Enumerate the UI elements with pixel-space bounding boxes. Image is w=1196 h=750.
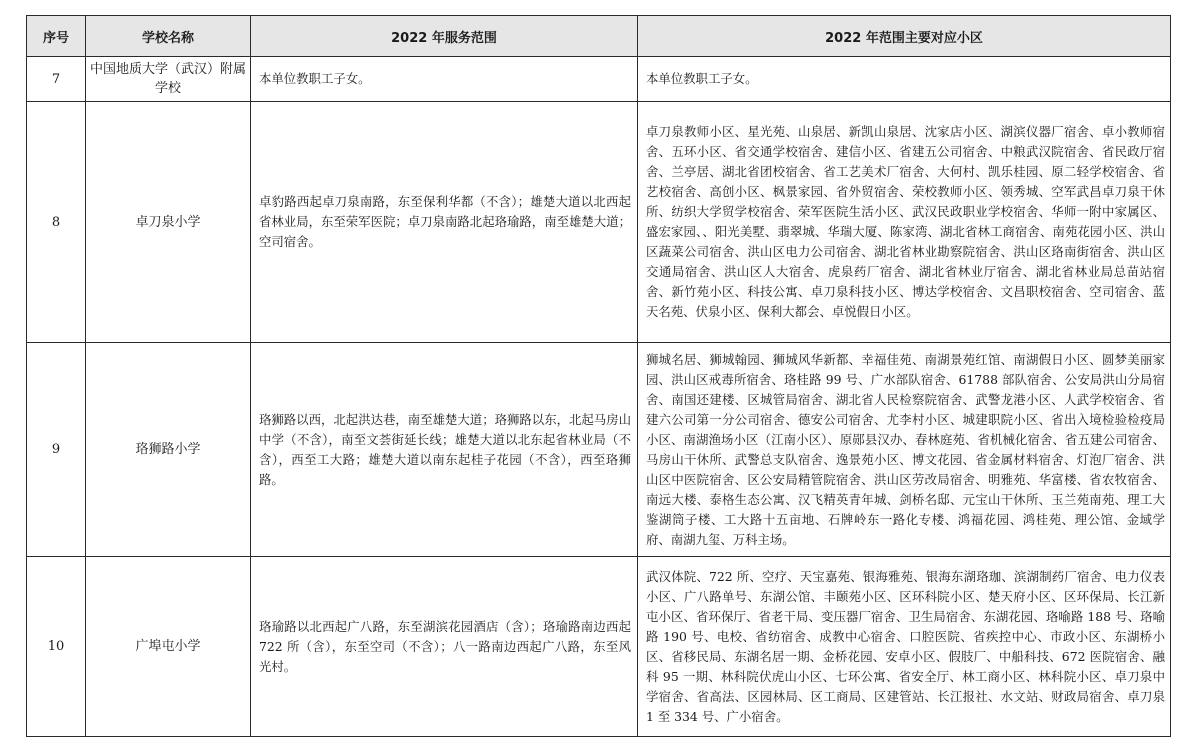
- header-seq: 序号: [27, 16, 86, 57]
- row-school-name: 卓刀泉小学: [86, 102, 251, 343]
- row-school-name: 珞狮路小学: [86, 343, 251, 557]
- row-service-range: 珞瑜路以北西起广八路，东至湖滨花园酒店（含）；珞瑜路南边西起 722 所（含），东至空司（不含）；八一路南边西起广八路，东至风光村。: [251, 557, 638, 737]
- table-row: [27, 102, 1171, 343]
- row-seq: 10: [27, 557, 86, 737]
- table-row: [27, 343, 1171, 557]
- header-school-name: 学校名称: [86, 16, 251, 57]
- row-seq: 8: [27, 102, 86, 343]
- row-residential-areas: 本单位教职工子女。: [638, 57, 1171, 102]
- school-district-table: [26, 15, 1171, 737]
- header-residential-areas: 2022 年范围主要对应小区: [638, 16, 1171, 57]
- row-service-range: 珞狮路以西，北起洪达巷，南至雄楚大道；珞狮路以东，北起马房山中学（不含），南至文荟街延长线；雄楚大道以北东起省林业局（不含），西至工大路；雄楚大道以南东起桂子花园（不含），西至珞狮路。: [251, 343, 638, 557]
- row-residential-areas: 狮城名居、狮城翰园、狮城风华新都、幸福佳苑、南湖景苑红馆、南湖假日小区、圆梦美丽家园、洪山区戒毒所宿舍、珞桂路 99 号、广水部队宿舍、61788 部队宿舍、公安局洪山分局宿舍、南国还建楼、区城管局宿舍、湖北省人民检察院宿舍、武警龙港小区、人武学校宿舍、省建六公司第一分公司宿舍、德安公司宿舍、尤李村小区、城建职院小区、省出入境检验检疫局小区、南湖渔场小区（江南小区）、原郧县汉办、春林庭苑、省机械化宿舍、省五建公司宿舍、马房山干休所、武警总支队宿舍、逸景苑小区、博文花园、省金属材料宿舍、灯泡厂宿舍、洪山区中医院宿舍、区公安局精管院宿舍、洪山区劳改局宿舍、明雅苑、华富楼、省农牧宿舍、南远大楼、泰格生态公寓、汉飞精英青年城、剑桥名邸、元宝山干休所、玉兰苑南苑、理工大鉴湖筒子楼、工大路十五亩地、石牌岭东一路化专楼、鸿福花园、鸿桂苑、理公馆、金域学府、南湖九玺、万科主场。: [638, 343, 1171, 557]
- row-service-range: 本单位教职工子女。: [251, 57, 638, 102]
- row-service-range: 卓豹路西起卓刀泉南路，东至保利华都（不含）；雄楚大道以北西起省林业局，东至荣军医院；卓刀泉南路北起珞瑜路，南至雄楚大道；空司宿舍。: [251, 102, 638, 343]
- row-school-name: 中国地质大学（武汉）附属学校: [86, 57, 251, 102]
- row-residential-areas: 卓刀泉教师小区、星光苑、山泉居、新凯山泉居、沈家店小区、湖滨仪器厂宿舍、卓小教师宿舍、五环小区、省交通学校宿舍、建信小区、省建五公司宿舍、中粮武汉院宿舍、省民政厅宿舍、兰亭居、湖北省团校宿舍、省工艺美术厂宿舍、大何村、凯乐桂园、原二轻学校宿舍、省艺校宿舍、高创小区、枫景家园、省外贸宿舍、荣校教师小区、领秀城、空军武昌卓刀泉干休所、纺织大学贸学校宿舍、荣军医院生活小区、武汉民政职业学校宿舍、华师一附中家属区、盛宏家园、、阳光美墅、翡翠城、华瑞大厦、陈家湾、湖北省林工商宿舍、南苑花园小区、洪山区蔬菜公司宿舍、洪山区电力公司宿舍、湖北省林业勘察院宿舍、洪山区珞南街宿舍、洪山区交通局宿舍、洪山区人大宿舍、虎泉药厂宿舍、湖北省林业厅宿舍、湖北省林业局总苗站宿舍、新竹苑小区、科技公寓、卓刀泉科技小区、博达学校宿舍、文昌职校宿舍、空司宿舍、蓝天名苑、伏泉小区、保利大都会、卓悦假日小区。: [638, 102, 1171, 343]
- table-row: [27, 57, 1171, 102]
- table-row: [27, 557, 1171, 737]
- header-service-range: 2022 年服务范围: [251, 16, 638, 57]
- row-seq: 9: [27, 343, 86, 557]
- row-residential-areas: 武汉体院、722 所、空疗、天宝嘉苑、银海雅苑、银海东湖珞珈、滨湖制药厂宿舍、电力仪表小区、广八路单号、东湖公馆、丰颐苑小区、区环科院小区、楚天府小区、区环保局、长江新屯小区、省环保厅、省老干局、变压器厂宿舍、卫生局宿舍、东湖花园、珞喻路 188 号、珞喻路 190 号、电校、省纺宿舍、成教中心宿舍、口腔医院、省疾控中心、市政小区、东湖桥小区、省移民局、东湖名居一期、金桥花园、安卓小区、假肢厂、中船科技、672 医院宿舍、融科 95 一期、林科院伏虎山小区、七环公寓、省安全厅、林工商小区、林科院小区、卓刀泉中学宿舍、省高法、区园林局、区工商局、区建管站、长江报社、水文站、财政局宿舍、卓刀泉 1 至 334 号、广小宿舍。: [638, 557, 1171, 737]
- row-school-name: 广埠屯小学: [86, 557, 251, 737]
- row-seq: 7: [27, 57, 86, 102]
- table-header-row: [27, 16, 1171, 57]
